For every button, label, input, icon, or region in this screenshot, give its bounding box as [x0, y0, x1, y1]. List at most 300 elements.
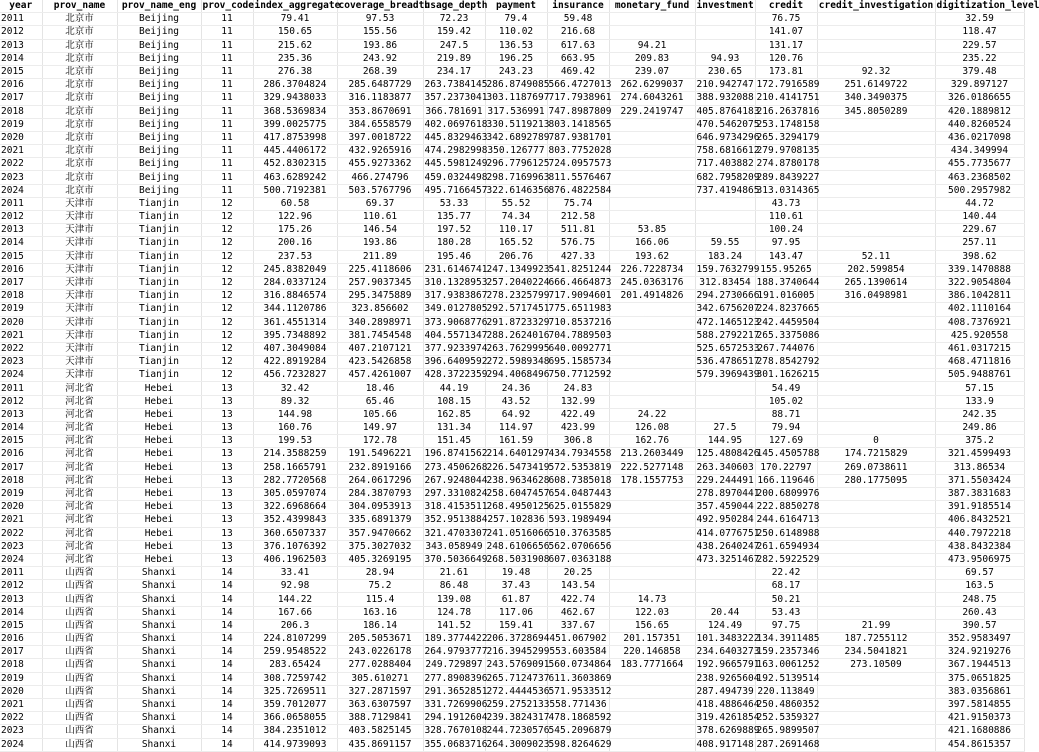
cell-prov-code[interactable]: 11: [201, 26, 253, 39]
cell-usage-depth[interactable]: 331.7269906: [424, 699, 488, 711]
cell-year[interactable]: 2023: [0, 171, 42, 184]
cell-prov-name[interactable]: 河北省: [42, 553, 117, 566]
cell-coverage-breadth[interactable]: 305.610271: [337, 672, 423, 685]
cell-year[interactable]: 2017: [0, 276, 42, 289]
cell-monetary-fund[interactable]: 53.85: [609, 224, 695, 237]
cell-insurance[interactable]: 593.1989494: [548, 514, 612, 526]
cell-year[interactable]: 2019: [0, 672, 42, 685]
cell-prov-name-eng[interactable]: Shanxi: [117, 580, 201, 593]
cell-insurance[interactable]: 422.74: [547, 593, 609, 606]
cell-credit-investigation[interactable]: 251.6149722: [817, 79, 935, 92]
cell-monetary-fund[interactable]: [609, 118, 695, 131]
cell-payment[interactable]: 264.3009023: [486, 738, 550, 750]
cell-credit[interactable]: 68.17: [755, 580, 817, 593]
cell-prov-name-eng[interactable]: Hebei: [117, 540, 201, 553]
cell-index-aggregate[interactable]: 32.42: [253, 382, 337, 395]
cell-monetary-fund[interactable]: 229.2419747: [609, 105, 695, 118]
cell-investment[interactable]: 470.5462075: [696, 118, 760, 130]
cell-prov-name[interactable]: 山西省: [42, 580, 117, 593]
cell-investment[interactable]: 438.2640247: [696, 540, 760, 552]
cell-index-aggregate[interactable]: 122.96: [253, 211, 337, 224]
cell-prov-code[interactable]: 13: [201, 487, 253, 500]
cell-prov-name[interactable]: 河北省: [42, 540, 117, 553]
cell-prov-name-eng[interactable]: Tianjin: [117, 303, 201, 316]
cell-investment[interactable]: 418.4886464: [696, 699, 760, 711]
cell-usage-depth[interactable]: 219.89: [423, 52, 485, 65]
cell-insurance[interactable]: 20.25: [547, 567, 609, 580]
cell-credit[interactable]: 252.5359327: [756, 712, 820, 724]
cell-index-aggregate[interactable]: 422.8919284: [253, 356, 337, 369]
cell-credit[interactable]: 97.95: [755, 237, 817, 250]
cell-prov-name[interactable]: 山西省: [42, 633, 117, 646]
cell-prov-name[interactable]: 北京市: [42, 145, 117, 158]
cell-coverage-breadth[interactable]: 327.2871597: [337, 685, 423, 698]
cell-credit-investigation[interactable]: [817, 356, 935, 369]
cell-year[interactable]: 2011: [0, 567, 42, 580]
cell-credit-investigation[interactable]: [817, 606, 935, 619]
cell-digitization-level[interactable]: 249.86: [935, 422, 1024, 435]
cell-prov-code[interactable]: 14: [201, 712, 253, 725]
cell-prov-name-eng[interactable]: Beijing: [117, 131, 201, 144]
cell-prov-name-eng[interactable]: Hebei: [117, 382, 201, 395]
cell-coverage-breadth[interactable]: 191.5496221: [337, 448, 423, 461]
cell-year[interactable]: 2013: [0, 593, 42, 606]
cell-monetary-fund[interactable]: 213.2603449: [609, 448, 695, 461]
cell-usage-depth[interactable]: 53.33: [423, 197, 485, 210]
cell-prov-name[interactable]: 河北省: [42, 514, 117, 527]
cell-investment[interactable]: 230.65: [695, 65, 755, 78]
cell-prov-code[interactable]: 13: [201, 474, 253, 487]
cell-monetary-fund[interactable]: [609, 487, 695, 500]
cell-digitization-level[interactable]: 408.7376921: [935, 316, 1024, 329]
cell-payment[interactable]: 43.52: [485, 395, 547, 408]
cell-monetary-fund[interactable]: [609, 527, 695, 540]
cell-digitization-level[interactable]: 229.57: [935, 39, 1024, 52]
cell-coverage-breadth[interactable]: 149.97: [337, 422, 423, 435]
cell-prov-code[interactable]: 13: [201, 540, 253, 553]
cell-monetary-fund[interactable]: 183.7771664: [609, 659, 695, 672]
cell-investment[interactable]: 229.244491: [696, 474, 754, 486]
cell-prov-name-eng[interactable]: Shanxi: [117, 659, 201, 672]
cell-payment[interactable]: 272.4444536: [486, 685, 550, 697]
cell-coverage-breadth[interactable]: 28.94: [337, 567, 423, 580]
cell-credit-investigation[interactable]: [817, 303, 935, 316]
column-header-year[interactable]: year: [0, 0, 42, 13]
cell-investment[interactable]: 234.6403273: [696, 646, 760, 658]
cell-credit[interactable]: 100.24: [755, 224, 817, 237]
cell-index-aggregate[interactable]: 325.7269511: [253, 685, 337, 698]
cell-index-aggregate[interactable]: 344.1120786: [253, 303, 337, 316]
cell-prov-code[interactable]: 11: [201, 105, 253, 118]
cell-prov-name-eng[interactable]: Hebei: [117, 527, 201, 540]
cell-prov-code[interactable]: 14: [201, 659, 253, 672]
cell-investment[interactable]: [695, 593, 755, 606]
cell-digitization-level[interactable]: 440.8260524: [935, 118, 1024, 131]
cell-monetary-fund[interactable]: 162.76: [609, 435, 695, 448]
cell-credit[interactable]: 159.2357346: [756, 646, 820, 658]
cell-prov-name[interactable]: 天津市: [42, 237, 117, 250]
column-header-coverage-breadth[interactable]: coverage_breadth: [338, 0, 431, 12]
cell-credit[interactable]: 261.6594934: [756, 540, 820, 552]
cell-index-aggregate[interactable]: 445.4406172: [253, 145, 337, 158]
cell-prov-name[interactable]: 北京市: [42, 118, 117, 131]
cell-credit[interactable]: 22.42: [755, 567, 817, 580]
cell-credit[interactable]: 120.76: [755, 52, 817, 65]
cell-prov-name[interactable]: 山西省: [42, 646, 117, 659]
cell-credit[interactable]: 250.6148988: [756, 527, 820, 539]
cell-index-aggregate[interactable]: 283.65424: [253, 659, 337, 672]
cell-credit-investigation[interactable]: 340.3490375: [817, 92, 935, 105]
cell-credit-investigation[interactable]: [817, 527, 935, 540]
cell-prov-code[interactable]: 11: [201, 145, 253, 158]
cell-investment[interactable]: [695, 13, 755, 26]
cell-digitization-level[interactable]: 326.0186655: [935, 92, 1024, 105]
cell-usage-depth[interactable]: 135.77: [423, 211, 485, 224]
cell-usage-depth[interactable]: 180.28: [423, 237, 485, 250]
cell-monetary-fund[interactable]: [609, 316, 695, 329]
cell-digitization-level[interactable]: 257.11: [935, 237, 1024, 250]
cell-insurance[interactable]: 750.7712592: [548, 369, 612, 381]
cell-payment[interactable]: 24.36: [485, 382, 547, 395]
cell-monetary-fund[interactable]: [609, 712, 695, 725]
cell-prov-code[interactable]: 13: [201, 422, 253, 435]
cell-year[interactable]: 2016: [0, 633, 42, 646]
cell-monetary-fund[interactable]: 262.6299037: [609, 79, 695, 92]
cell-payment[interactable]: 79.4: [485, 13, 547, 26]
cell-index-aggregate[interactable]: 237.53: [253, 250, 337, 263]
cell-insurance[interactable]: 132.99: [547, 395, 609, 408]
column-header-monetary-fund[interactable]: monetary_fund: [609, 0, 695, 13]
cell-prov-name-eng[interactable]: Beijing: [117, 65, 201, 78]
cell-index-aggregate[interactable]: 407.3049084: [253, 342, 337, 355]
cell-credit[interactable]: 50.21: [755, 593, 817, 606]
cell-index-aggregate[interactable]: 286.3704824: [253, 79, 337, 92]
cell-credit[interactable]: 166.119646: [755, 474, 817, 487]
cell-prov-name-eng[interactable]: Tianjin: [117, 197, 201, 210]
cell-credit-investigation[interactable]: [817, 672, 935, 685]
cell-year[interactable]: 2020: [0, 501, 42, 514]
cell-index-aggregate[interactable]: 359.7012077: [253, 698, 337, 711]
cell-year[interactable]: 2021: [0, 698, 42, 711]
cell-insurance[interactable]: 607.0363188: [548, 553, 612, 565]
cell-investment[interactable]: 758.6816612: [696, 145, 760, 157]
cell-payment[interactable]: 263.7629995: [486, 342, 550, 354]
cell-usage-depth[interactable]: 234.17: [423, 65, 485, 78]
cell-digitization-level[interactable]: 248.75: [935, 593, 1024, 606]
cell-coverage-breadth[interactable]: 205.5053671: [337, 633, 423, 646]
cell-digitization-level[interactable]: 57.15: [935, 382, 1024, 395]
cell-prov-name-eng[interactable]: Tianjin: [117, 369, 201, 382]
cell-digitization-level[interactable]: 140.44: [935, 211, 1024, 224]
cell-credit-investigation[interactable]: [817, 501, 935, 514]
cell-year[interactable]: 2014: [0, 52, 42, 65]
cell-usage-depth[interactable]: 366.781691: [423, 105, 485, 118]
cell-prov-code[interactable]: 11: [201, 13, 253, 26]
cell-prov-code[interactable]: 12: [201, 197, 253, 210]
cell-credit-investigation[interactable]: 202.599854: [817, 263, 935, 276]
cell-coverage-breadth[interactable]: 381.7454548: [337, 329, 423, 342]
cell-insurance[interactable]: 337.67: [547, 619, 609, 632]
cell-prov-name[interactable]: 天津市: [42, 197, 117, 210]
cell-prov-name-eng[interactable]: Tianjin: [117, 211, 201, 224]
cell-credit-investigation[interactable]: [817, 395, 935, 408]
cell-payment[interactable]: 322.6146356: [486, 184, 550, 196]
cell-digitization-level[interactable]: 500.2957982: [935, 184, 1024, 197]
cell-monetary-fund[interactable]: 201.157351: [609, 633, 695, 646]
cell-insurance[interactable]: 617.63: [547, 39, 609, 52]
cell-investment[interactable]: 27.5: [695, 422, 755, 435]
cell-usage-depth[interactable]: 196.8741562: [424, 448, 488, 460]
cell-credit[interactable]: 110.61: [755, 211, 817, 224]
cell-year[interactable]: 2018: [0, 659, 42, 672]
cell-index-aggregate[interactable]: 214.3588259: [253, 448, 337, 461]
cell-prov-name[interactable]: 山西省: [42, 593, 117, 606]
cell-credit-investigation[interactable]: 269.0738611: [817, 461, 935, 474]
cell-credit-investigation[interactable]: [817, 26, 935, 39]
cell-credit-investigation[interactable]: [817, 738, 935, 751]
cell-insurance[interactable]: 571.9533512: [548, 685, 612, 697]
cell-coverage-breadth[interactable]: 403.5825145: [337, 725, 423, 738]
cell-investment[interactable]: 125.4808426: [696, 448, 760, 460]
cell-year[interactable]: 2021: [0, 145, 42, 158]
cell-prov-code[interactable]: 13: [201, 448, 253, 461]
cell-digitization-level[interactable]: 329.897127: [935, 79, 1024, 92]
cell-insurance[interactable]: 422.49: [547, 408, 609, 421]
cell-prov-name-eng[interactable]: Hebei: [117, 408, 201, 421]
cell-prov-name-eng[interactable]: Hebei: [117, 422, 201, 435]
cell-year[interactable]: 2024: [0, 738, 42, 751]
cell-payment[interactable]: 292.5717451: [486, 303, 550, 315]
cell-usage-depth[interactable]: 318.4153511: [424, 501, 488, 513]
cell-investment[interactable]: 588.2792217: [696, 329, 760, 341]
cell-prov-name[interactable]: 河北省: [42, 461, 117, 474]
cell-monetary-fund[interactable]: [609, 303, 695, 316]
cell-investment[interactable]: [695, 39, 755, 52]
cell-year[interactable]: 2018: [0, 474, 42, 487]
cell-prov-name[interactable]: 天津市: [42, 316, 117, 329]
cell-year[interactable]: 2013: [0, 39, 42, 52]
cell-insurance[interactable]: 640.0092771: [548, 342, 612, 354]
cell-investment[interactable]: 210.942747: [696, 79, 754, 91]
cell-prov-code[interactable]: 14: [201, 633, 253, 646]
cell-monetary-fund[interactable]: 209.83: [609, 52, 695, 65]
cell-insurance[interactable]: 608.7385018: [548, 474, 612, 486]
cell-prov-code[interactable]: 12: [201, 303, 253, 316]
cell-coverage-breadth[interactable]: 295.3475889: [337, 290, 423, 303]
cell-payment[interactable]: 243.5769091: [486, 659, 550, 671]
cell-digitization-level[interactable]: 133.9: [935, 395, 1024, 408]
cell-insurance[interactable]: 625.0155829: [548, 501, 612, 513]
cell-usage-depth[interactable]: 159.42: [423, 26, 485, 39]
cell-coverage-breadth[interactable]: 69.37: [337, 197, 423, 210]
cell-prov-code[interactable]: 13: [201, 408, 253, 421]
cell-coverage-breadth[interactable]: 257.9037345: [337, 276, 423, 289]
cell-credit[interactable]: 127.69: [755, 435, 817, 448]
cell-monetary-fund[interactable]: [609, 13, 695, 26]
cell-investment[interactable]: 183.24: [695, 250, 755, 263]
cell-prov-name-eng[interactable]: Hebei: [117, 501, 201, 514]
cell-prov-code[interactable]: 13: [201, 527, 253, 540]
cell-prov-name-eng[interactable]: Beijing: [117, 92, 201, 105]
cell-monetary-fund[interactable]: [609, 553, 695, 566]
cell-coverage-breadth[interactable]: 97.53: [337, 13, 423, 26]
cell-insurance[interactable]: 566.4727013: [548, 79, 612, 91]
cell-insurance[interactable]: 216.68: [547, 26, 609, 39]
cell-payment[interactable]: 317.536991: [485, 105, 547, 118]
cell-coverage-breadth[interactable]: 225.4118606: [337, 263, 423, 276]
cell-prov-name-eng[interactable]: Hebei: [117, 395, 201, 408]
cell-insurance[interactable]: 666.4664873: [548, 277, 612, 289]
cell-index-aggregate[interactable]: 276.38: [253, 65, 337, 78]
cell-insurance[interactable]: 560.0734864: [548, 659, 612, 671]
cell-coverage-breadth[interactable]: 243.92: [337, 52, 423, 65]
cell-prov-name[interactable]: 河北省: [42, 422, 117, 435]
cell-credit-investigation[interactable]: [817, 567, 935, 580]
cell-investment[interactable]: 319.4261854: [696, 712, 760, 724]
cell-digitization-level[interactable]: 339.1470888: [935, 263, 1024, 276]
cell-insurance[interactable]: 717.9094601: [548, 290, 612, 302]
cell-investment[interactable]: 717.403882: [696, 158, 754, 170]
cell-index-aggregate[interactable]: 167.66: [253, 606, 337, 619]
column-header-digitization-level[interactable]: digitization_level: [936, 0, 1039, 12]
cell-payment[interactable]: 296.7796125: [486, 158, 550, 170]
cell-index-aggregate[interactable]: 305.0597074: [253, 487, 337, 500]
cell-credit-investigation[interactable]: [817, 712, 935, 725]
cell-prov-code[interactable]: 12: [201, 356, 253, 369]
cell-prov-name-eng[interactable]: Shanxi: [117, 567, 201, 580]
cell-digitization-level[interactable]: 367.1944513: [935, 659, 1024, 672]
cell-usage-depth[interactable]: 247.5: [423, 39, 485, 52]
cell-prov-code[interactable]: 14: [201, 580, 253, 593]
cell-index-aggregate[interactable]: 308.7259742: [253, 672, 337, 685]
cell-credit-investigation[interactable]: 21.99: [817, 619, 935, 632]
cell-investment[interactable]: [695, 197, 755, 210]
cell-prov-name[interactable]: 山西省: [42, 567, 117, 580]
cell-prov-name-eng[interactable]: Beijing: [117, 158, 201, 171]
cell-prov-code[interactable]: 13: [201, 501, 253, 514]
cell-year[interactable]: 2015: [0, 250, 42, 263]
cell-credit[interactable]: 220.113849: [755, 685, 817, 698]
cell-insurance[interactable]: 59.48: [547, 13, 609, 26]
cell-digitization-level[interactable]: 436.0217098: [935, 131, 1024, 144]
cell-prov-code[interactable]: 12: [201, 276, 253, 289]
cell-index-aggregate[interactable]: 199.53: [253, 435, 337, 448]
cell-prov-code[interactable]: 11: [201, 65, 253, 78]
cell-prov-code[interactable]: 14: [201, 685, 253, 698]
cell-prov-code[interactable]: 11: [201, 171, 253, 184]
cell-monetary-fund[interactable]: 274.6043261: [609, 92, 695, 105]
cell-coverage-breadth[interactable]: 388.7129841: [337, 712, 423, 725]
cell-prov-name-eng[interactable]: Shanxi: [117, 606, 201, 619]
cell-digitization-level[interactable]: 44.72: [935, 197, 1024, 210]
cell-monetary-fund[interactable]: 126.08: [609, 422, 695, 435]
column-header-prov-code[interactable]: prov_code: [202, 0, 254, 12]
cell-credit[interactable]: 244.6164713: [756, 514, 820, 526]
cell-year[interactable]: 2021: [0, 329, 42, 342]
cell-investment[interactable]: 278.8970441: [696, 488, 760, 500]
cell-prov-name-eng[interactable]: Shanxi: [117, 738, 201, 751]
cell-insurance[interactable]: 747.8987809: [548, 105, 612, 117]
cell-digitization-level[interactable]: 163.5: [935, 580, 1024, 593]
cell-monetary-fund[interactable]: [609, 567, 695, 580]
cell-credit-investigation[interactable]: [817, 580, 935, 593]
cell-year[interactable]: 2014: [0, 606, 42, 619]
cell-payment[interactable]: 243.23: [485, 65, 547, 78]
cell-digitization-level[interactable]: 322.9054804: [935, 276, 1024, 289]
cell-insurance[interactable]: 572.5353819: [548, 461, 612, 473]
cell-usage-depth[interactable]: 357.2373041: [424, 92, 488, 104]
column-header-index-aggregate[interactable]: index_aggregate: [254, 0, 341, 12]
cell-payment[interactable]: 258.6047457: [486, 488, 550, 500]
cell-prov-name[interactable]: 天津市: [42, 224, 117, 237]
cell-prov-name-eng[interactable]: Tianjin: [117, 276, 201, 289]
cell-insurance[interactable]: 803.7752028: [548, 145, 612, 157]
cell-credit[interactable]: 172.7916589: [756, 79, 820, 91]
cell-year[interactable]: 2024: [0, 553, 42, 566]
cell-prov-name-eng[interactable]: Hebei: [117, 474, 201, 487]
cell-credit-investigation[interactable]: [817, 408, 935, 421]
cell-monetary-fund[interactable]: [609, 145, 695, 158]
cell-coverage-breadth[interactable]: 110.61: [337, 211, 423, 224]
cell-year[interactable]: 2022: [0, 712, 42, 725]
cell-year[interactable]: 2020: [0, 685, 42, 698]
cell-payment[interactable]: 265.7124737: [486, 672, 550, 684]
cell-coverage-breadth[interactable]: 363.6307597: [337, 698, 423, 711]
cell-index-aggregate[interactable]: 352.4399843: [253, 514, 337, 527]
column-header-credit-investigation[interactable]: credit_investigation: [818, 0, 934, 12]
cell-credit[interactable]: 143.47: [755, 250, 817, 263]
cell-credit-investigation[interactable]: [817, 329, 935, 342]
cell-payment[interactable]: 19.48: [485, 567, 547, 580]
cell-prov-name[interactable]: 河北省: [42, 474, 117, 487]
cell-coverage-breadth[interactable]: 243.0226178: [337, 646, 423, 659]
cell-usage-depth[interactable]: 291.3652851: [424, 685, 488, 697]
cell-credit[interactable]: 170.22797: [755, 461, 817, 474]
cell-insurance[interactable]: 478.1868592: [548, 712, 612, 724]
cell-insurance[interactable]: 306.8: [547, 435, 609, 448]
cell-credit-investigation[interactable]: 265.1390614: [817, 276, 935, 289]
cell-digitization-level[interactable]: 398.62: [935, 250, 1024, 263]
cell-monetary-fund[interactable]: [609, 131, 695, 144]
cell-insurance[interactable]: 654.0487443: [548, 488, 612, 500]
cell-credit[interactable]: 145.4505788: [756, 448, 820, 460]
cell-credit-investigation[interactable]: [817, 540, 935, 553]
cell-prov-name[interactable]: 河北省: [42, 435, 117, 448]
cell-year[interactable]: 2013: [0, 224, 42, 237]
cell-payment[interactable]: 74.34: [485, 211, 547, 224]
cell-credit[interactable]: 265.3294179: [756, 131, 820, 143]
cell-prov-name[interactable]: 北京市: [42, 26, 117, 39]
cell-prov-name-eng[interactable]: Shanxi: [117, 672, 201, 685]
cell-year[interactable]: 2013: [0, 408, 42, 421]
cell-digitization-level[interactable]: 383.0356861: [935, 685, 1024, 698]
cell-digitization-level[interactable]: 260.43: [935, 606, 1024, 619]
cell-usage-depth[interactable]: 195.46: [423, 250, 485, 263]
cell-digitization-level[interactable]: 229.67: [935, 224, 1024, 237]
cell-monetary-fund[interactable]: 14.73: [609, 593, 695, 606]
cell-credit[interactable]: 250.4860352: [756, 699, 820, 711]
cell-digitization-level[interactable]: 434.349994: [935, 145, 1024, 158]
cell-credit-investigation[interactable]: [817, 316, 935, 329]
cell-index-aggregate[interactable]: 259.9548522: [253, 646, 337, 659]
cell-insurance[interactable]: 775.6511983: [548, 303, 612, 315]
cell-credit-investigation[interactable]: 280.1775095: [817, 474, 935, 487]
cell-insurance[interactable]: 510.3763585: [548, 527, 612, 539]
cell-credit-investigation[interactable]: [817, 224, 935, 237]
cell-index-aggregate[interactable]: 175.26: [253, 224, 337, 237]
cell-investment[interactable]: 473.3251467: [696, 553, 760, 565]
cell-credit-investigation[interactable]: [817, 197, 935, 210]
